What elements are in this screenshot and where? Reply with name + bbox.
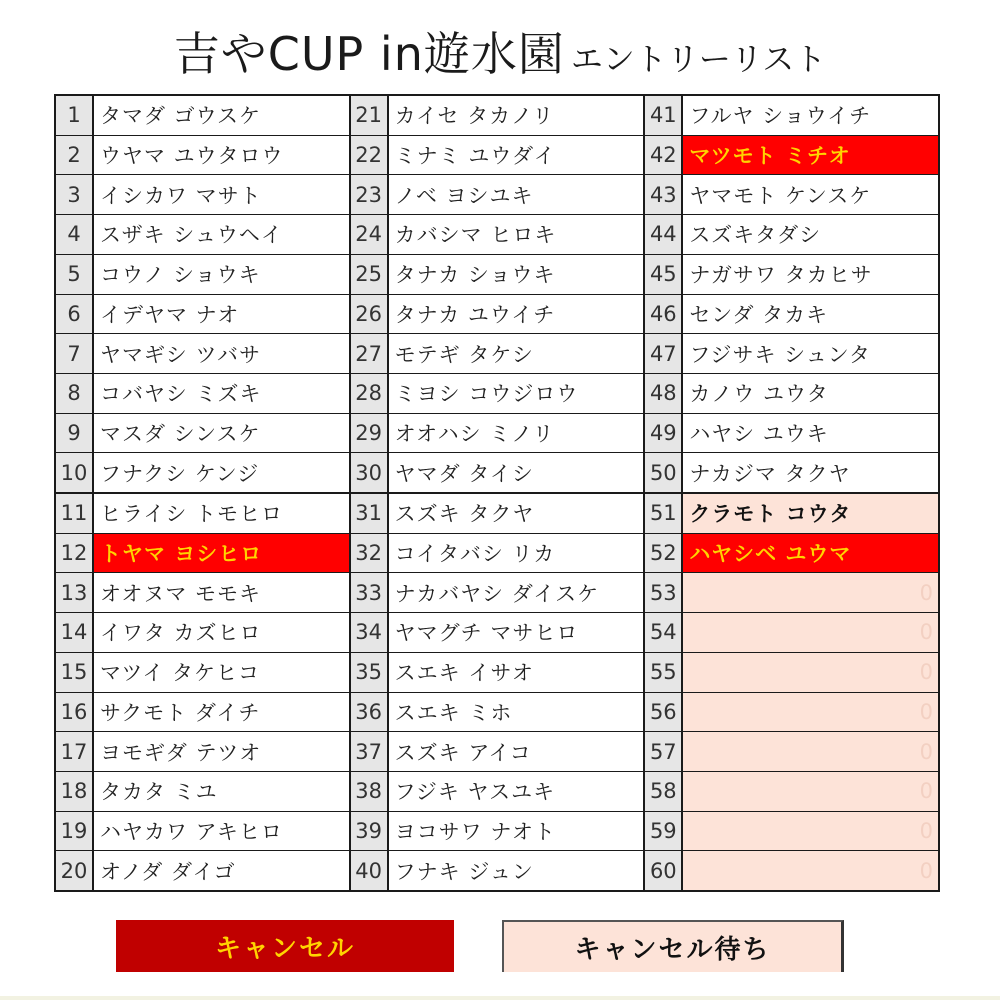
table-row	[56, 453, 351, 494]
cancel-legend: キャンセル	[116, 920, 454, 972]
entry-name: コイタバシ リカ	[389, 534, 646, 573]
table-row	[351, 215, 646, 255]
entry-name: コバヤシ ミズキ	[94, 374, 351, 413]
footer-divider	[0, 996, 1000, 1000]
entry-name: スズキ タクヤ	[389, 494, 646, 533]
entry-number: 37	[351, 732, 389, 771]
table-row	[645, 851, 938, 890]
entry-name: 0	[683, 851, 938, 890]
table-row	[56, 494, 351, 534]
table-row	[351, 295, 646, 335]
entry-number: 23	[351, 175, 389, 214]
waiting-legend: キャンセル待ち	[502, 920, 844, 972]
table-row	[645, 772, 938, 812]
entry-name: ウヤマ ユウタロウ	[94, 136, 351, 175]
entry-name: 0	[683, 573, 938, 612]
table-row	[56, 732, 351, 772]
entry-name: 0	[683, 653, 938, 692]
entry-number: 57	[645, 732, 683, 771]
entry-name: 0	[683, 732, 938, 771]
table-row	[56, 334, 351, 374]
table-row	[56, 851, 351, 890]
entry-name: タナカ ユウイチ	[389, 295, 646, 334]
entry-name: スズキタダシ	[689, 223, 822, 248]
entry-list-subtitle: エントリーリスト	[570, 40, 827, 78]
entry-name: フジサキ シュンタ	[689, 342, 871, 367]
entry-name: カイセ タカノリ	[389, 96, 646, 135]
entry-name: イデヤマ ナオ	[94, 295, 351, 334]
entry-number: 8	[56, 374, 94, 413]
entry-name: カノウ ユウタ	[689, 382, 829, 407]
entry-number: 24	[351, 215, 389, 254]
entry-number: 43	[645, 175, 683, 214]
entry-name: タカタ ミユ	[94, 772, 351, 811]
entry-name: タマダ ゴウスケ	[94, 96, 351, 135]
entry-number: 33	[351, 573, 389, 612]
entry-name: ハヤシベ ユウマ	[683, 534, 938, 573]
entry-number: 12	[56, 534, 94, 573]
entry-number: 56	[645, 693, 683, 732]
entry-name: ヨコサワ ナオト	[389, 812, 646, 851]
entry-name: ヒライシ トモヒロ	[94, 494, 351, 533]
table-row	[645, 255, 938, 295]
table-row	[351, 573, 646, 613]
table-row	[351, 693, 646, 733]
entry-name: 0	[683, 772, 938, 811]
entry-name: 0	[683, 812, 938, 851]
entry-name: センダ タカキ	[689, 302, 829, 327]
table-row	[56, 136, 351, 176]
entry-number: 45	[645, 255, 683, 294]
entry-number: 6	[56, 295, 94, 334]
entry-number: 36	[351, 693, 389, 732]
entry-number: 27	[351, 334, 389, 373]
table-row	[645, 175, 938, 215]
entry-number: 49	[645, 414, 683, 453]
entry-number: 48	[645, 374, 683, 413]
entry-number: 51	[645, 494, 683, 533]
table-row	[56, 374, 351, 414]
table-row	[56, 255, 351, 295]
entry-number: 32	[351, 534, 389, 573]
entry-number: 19	[56, 812, 94, 851]
table-row	[645, 374, 938, 414]
table-row	[645, 334, 938, 374]
entry-number: 20	[56, 851, 94, 890]
page-title	[0, 18, 1000, 88]
entry-name: 0	[683, 613, 938, 652]
table-row	[56, 295, 351, 335]
table-row	[351, 334, 646, 374]
entry-name: スエキ ミホ	[389, 693, 646, 732]
entry-number: 39	[351, 812, 389, 851]
table-row	[645, 414, 938, 454]
entry-name: モテギ タケシ	[389, 334, 646, 373]
entry-number: 29	[351, 414, 389, 453]
table-row	[645, 295, 938, 335]
entry-name: スズキ アイコ	[389, 732, 646, 771]
table-row	[56, 534, 351, 574]
entry-table	[54, 94, 940, 892]
table-row	[645, 215, 938, 255]
entry-name: マツモト ミチオ	[683, 136, 938, 175]
table-row	[351, 653, 646, 693]
entry-number: 46	[645, 295, 683, 334]
table-row	[645, 534, 938, 574]
table-row	[351, 374, 646, 414]
table-row	[645, 96, 938, 136]
table-row	[645, 136, 938, 176]
entry-name: クラモト コウタ	[683, 494, 938, 533]
table-row	[351, 812, 646, 852]
entry-number: 58	[645, 772, 683, 811]
entry-name: ナカジマ タクヤ	[689, 461, 851, 486]
entry-name: スザキ シュウヘイ	[94, 215, 351, 254]
table-row	[645, 732, 938, 772]
entry-name: オオヌマ モモキ	[94, 573, 351, 612]
entry-number: 3	[56, 175, 94, 214]
table-row	[56, 96, 351, 136]
entry-number: 54	[645, 613, 683, 652]
entry-number: 16	[56, 693, 94, 732]
table-row	[56, 175, 351, 215]
entry-name: マスダ シンスケ	[94, 414, 351, 453]
entry-number: 10	[56, 453, 94, 492]
table-row	[56, 414, 351, 454]
entry-name: ヤマギシ ツバサ	[94, 334, 351, 373]
table-row	[645, 812, 938, 852]
entry-number: 55	[645, 653, 683, 692]
entry-name: タナカ ショウキ	[389, 255, 646, 294]
entry-name: ヤマモト ケンスケ	[689, 183, 872, 208]
table-row	[351, 96, 646, 136]
table-row	[351, 136, 646, 176]
entry-number: 1	[56, 96, 94, 135]
entry-name: ナカバヤシ ダイスケ	[389, 573, 646, 612]
entry-number: 30	[351, 453, 389, 492]
entry-number: 52	[645, 534, 683, 573]
entry-name: スエキ イサオ	[389, 653, 646, 692]
table-row	[645, 573, 938, 613]
entry-name: ヨモギダ テツオ	[94, 732, 351, 771]
entry-name: フルヤ ショウイチ	[689, 104, 872, 129]
entry-number: 28	[351, 374, 389, 413]
table-row	[351, 613, 646, 653]
entry-name: オオハシ ミノリ	[389, 414, 646, 453]
entry-number: 7	[56, 334, 94, 373]
table-row	[351, 453, 646, 494]
entry-name: フナキ ジュン	[389, 851, 646, 890]
table-row	[56, 613, 351, 653]
entry-number: 31	[351, 494, 389, 533]
table-row	[645, 613, 938, 653]
entry-number: 14	[56, 613, 94, 652]
entry-number: 59	[645, 812, 683, 851]
table-row	[645, 653, 938, 693]
entry-number: 38	[351, 772, 389, 811]
table-row	[56, 693, 351, 733]
table-row	[56, 215, 351, 255]
entry-number: 35	[351, 653, 389, 692]
table-row	[351, 732, 646, 772]
entry-number: 21	[351, 96, 389, 135]
entry-number: 22	[351, 136, 389, 175]
table-row	[351, 414, 646, 454]
table-row	[351, 175, 646, 215]
table-row	[56, 653, 351, 693]
table-row	[351, 494, 646, 534]
entry-name: ヤマグチ マサヒロ	[389, 613, 646, 652]
entry-number: 60	[645, 851, 683, 890]
table-row	[645, 494, 938, 534]
entry-number: 5	[56, 255, 94, 294]
entry-number: 4	[56, 215, 94, 254]
event-title: 吉やCUP in遊水園	[173, 27, 565, 81]
entry-name: マツイ タケヒコ	[94, 653, 351, 692]
entry-number: 40	[351, 851, 389, 890]
entry-column-1	[56, 96, 351, 890]
entry-number: 41	[645, 96, 683, 135]
entry-name: カバシマ ヒロキ	[389, 215, 646, 254]
table-row	[645, 453, 938, 494]
entry-number: 13	[56, 573, 94, 612]
entry-number: 44	[645, 215, 683, 254]
entry-name: ミヨシ コウジロウ	[389, 374, 646, 413]
entry-column-2	[351, 96, 646, 890]
entry-number: 34	[351, 613, 389, 652]
entry-number: 42	[645, 136, 683, 175]
entry-number: 25	[351, 255, 389, 294]
entry-number: 53	[645, 573, 683, 612]
table-row	[56, 812, 351, 852]
entry-name: ミナミ ユウダイ	[389, 136, 646, 175]
table-row	[56, 772, 351, 812]
entry-number: 9	[56, 414, 94, 453]
entry-name: ノベ ヨシユキ	[389, 175, 646, 214]
entry-name: ハヤシ ユウキ	[689, 421, 829, 446]
entry-name: イシカワ マサト	[94, 175, 351, 214]
entry-name: ハヤカワ アキヒロ	[94, 812, 351, 851]
entry-number: 17	[56, 732, 94, 771]
entry-name: 0	[683, 693, 938, 732]
table-row	[351, 851, 646, 890]
entry-number: 26	[351, 295, 389, 334]
table-row	[351, 772, 646, 812]
table-row	[351, 534, 646, 574]
entry-number: 47	[645, 334, 683, 373]
entry-name: フナクシ ケンジ	[94, 453, 351, 492]
entry-name: イワタ カズヒロ	[94, 613, 351, 652]
entry-name: トヤマ ヨシヒロ	[94, 534, 351, 573]
entry-name: オノダ ダイゴ	[94, 851, 351, 890]
table-row	[351, 255, 646, 295]
table-row	[56, 573, 351, 613]
entry-number: 2	[56, 136, 94, 175]
entry-number: 50	[645, 453, 683, 492]
entry-name: フジキ ヤスユキ	[389, 772, 646, 811]
entry-number: 18	[56, 772, 94, 811]
entry-number: 11	[56, 494, 94, 533]
table-row	[645, 693, 938, 733]
entry-number: 15	[56, 653, 94, 692]
entry-name: ヤマダ タイシ	[389, 453, 646, 492]
entry-column-3	[645, 96, 938, 890]
entry-name: コウノ ショウキ	[94, 255, 351, 294]
entry-name: サクモト ダイチ	[94, 693, 351, 732]
entry-name: ナガサワ タカヒサ	[689, 263, 873, 288]
